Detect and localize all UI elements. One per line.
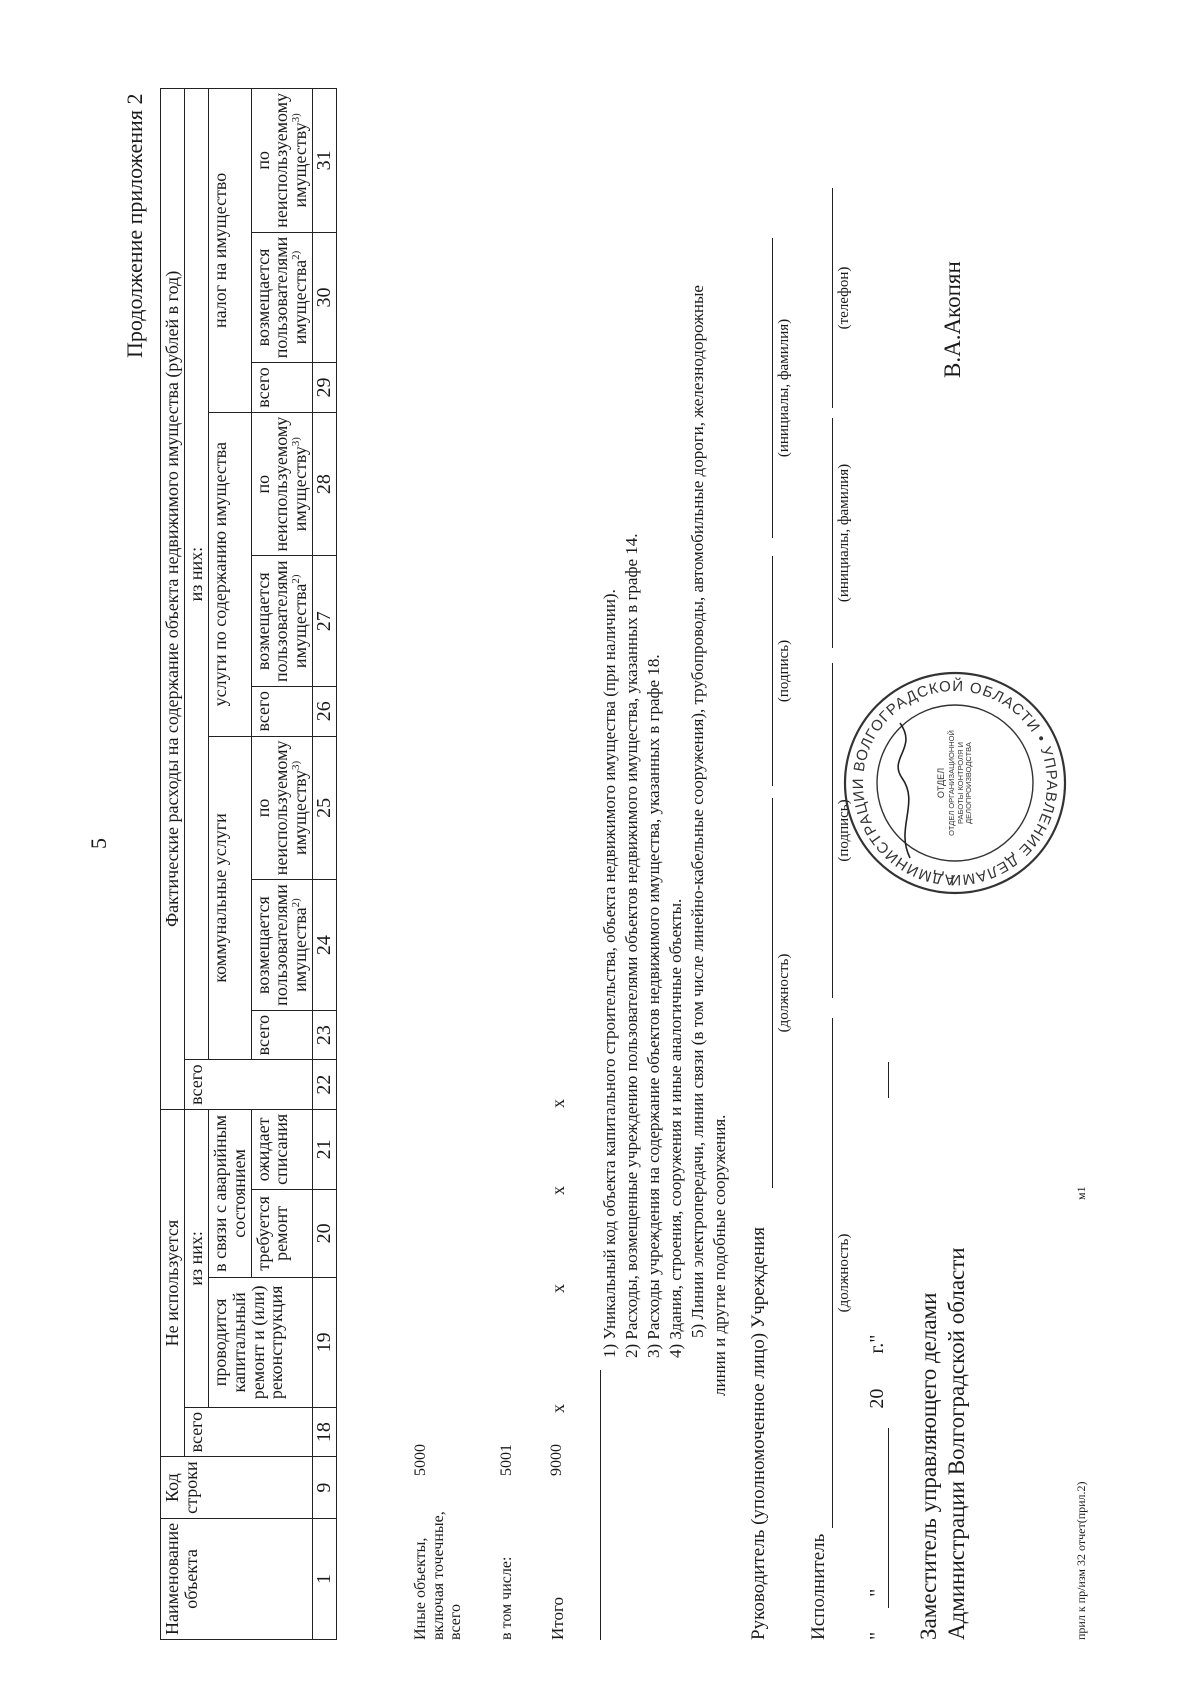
header-emergency: в связи с аварийным состоянием	[208, 1109, 251, 1277]
column-numbers-row	[313, 88, 337, 1639]
row-total-value: x	[548, 1186, 568, 1195]
header-repair: проводится капитальный ремонт и (или) реконструкция	[208, 1277, 312, 1407]
official-stamp	[840, 668, 1070, 898]
column-number: 29	[313, 363, 337, 413]
header-utilities-unused: по неиспользуемому имуществу$^{3)}$	[251, 736, 313, 880]
executor-position-line	[832, 1018, 833, 1528]
header-expenses-of-them: из них:	[184, 88, 208, 1059]
column-number: 21	[313, 1109, 337, 1189]
date-year-line	[888, 1062, 889, 1098]
header-tax-total: всего	[251, 363, 313, 413]
executor-phone-line	[832, 188, 833, 408]
stamp-inner-text: ОТДЕЛ ОРГАНИЗАЦИОННОЙ РАБОТЫ КОНТРОЛЯ И ДЕЛОПРОИЗВОДСТВА	[947, 730, 974, 836]
head-position-line	[772, 798, 773, 1188]
header-utilities: коммунальные услуги	[208, 736, 251, 1060]
footnote-3: 3) Расходы учреждения на содержание объектов недвижимого имущества, указанных в графе 18.	[644, 654, 663, 1358]
footnote-separator	[600, 1370, 601, 1640]
head-signature-caption: (подпись)	[776, 639, 792, 703]
footnote-4: 4) Здания, строения, сооружения и иные аналогичные объекты.	[666, 898, 685, 1358]
footnote-5-cont: линии и другие подобные сооружения.	[710, 1114, 729, 1396]
row-name-other-objects: Иные объекты, включая точечные, всего	[412, 1511, 465, 1640]
page-number: 5	[86, 838, 111, 849]
column-number: 25	[313, 736, 337, 880]
header-utilities-reimbursed: возмещается пользователями имущества$^{2)}$	[251, 880, 313, 1011]
column-number: 18	[313, 1407, 337, 1457]
deputy-title-line1: Заместитель управляющего делами	[916, 1292, 941, 1640]
header-object-name: Наименование объекта	[161, 1518, 313, 1639]
column-number: 19	[313, 1277, 337, 1407]
deputy-name: В.А.Акопян	[940, 261, 965, 378]
head-position-caption: (должность)	[776, 953, 792, 1033]
header-not-used-of-them: из них:	[184, 1109, 208, 1407]
row-name-including: в том числе:	[498, 1556, 515, 1640]
row-name-total: Итого	[548, 1596, 567, 1640]
footnote-2: 2) Расходы, возмещенные учреждению пользователями объектов недвижимого имущества, указанных в графе 14.	[622, 533, 641, 1358]
head-signature-line	[772, 556, 773, 786]
svg-text:ОТДЕЛ: ОТДЕЛ	[936, 767, 946, 799]
header-needs-repair: требуется ремонт	[251, 1189, 313, 1277]
head-label: Руководитель (уполномоченное лицо) Учреждения	[748, 1226, 769, 1640]
header-maintenance: услуги по содержанию имущества	[208, 412, 251, 736]
executor-initials-line	[832, 418, 833, 648]
header-awaiting: ожидает списания	[251, 1109, 313, 1189]
head-initials-line	[772, 238, 773, 538]
header-tax-reimbursed: возмещается пользователями имущества$^{2)}$	[251, 232, 313, 363]
deputy-title-line2: Администрации Волгоградской области	[944, 1247, 969, 1640]
head-initials-caption: (инициалы, фамилия)	[776, 318, 792, 458]
header-expenses-total: всего	[184, 1060, 312, 1110]
header-tax-unused: по неиспользуемому имуществу$^{3)}$	[251, 88, 313, 232]
row-total-value: x	[548, 1404, 568, 1413]
column-number: 9	[313, 1457, 337, 1518]
bottom-note: прил к пр/изм 32 отчет(прил.2)	[1074, 1481, 1088, 1640]
executor-label: Исполнитель	[808, 1533, 829, 1640]
executor-phone-caption: (телефон)	[836, 266, 852, 330]
header-maintenance-total: всего	[251, 687, 313, 737]
column-number: 1	[313, 1518, 337, 1639]
data-table	[160, 88, 337, 1640]
date-line: " " 20 г."	[866, 1334, 888, 1640]
header-tax: налог на имущество	[208, 88, 251, 412]
column-number: 31	[313, 88, 337, 232]
column-number: 30	[313, 232, 337, 363]
executor-signature-line	[832, 663, 833, 998]
continuation-title: Продолжение приложения 2	[122, 93, 147, 358]
row-total-value: x	[548, 1284, 568, 1293]
footnote-1: 1) Уникальный код объекта капитального строительства, объекта недвижимого имущества (при наличии).	[600, 589, 619, 1358]
column-number: 23	[313, 1010, 337, 1060]
executor-signature-caption: (подпись)	[836, 799, 852, 862]
bottom-note-mark: м1	[1074, 1186, 1088, 1200]
row-code-5001: 5001	[498, 1444, 515, 1476]
header-maintenance-unused: по неиспользуемому имуществу$^{3)}$	[251, 412, 313, 556]
column-number: 22	[313, 1060, 337, 1110]
executor-position-caption: (должность)	[836, 1233, 852, 1313]
row-code-9000: 9000	[548, 1444, 565, 1476]
header-maintenance-reimbursed: возмещается пользователями имущества$^{2)}$	[251, 556, 313, 687]
column-number: 28	[313, 412, 337, 556]
column-number: 27	[313, 556, 337, 687]
column-number: 26	[313, 687, 337, 737]
header-expenses: Фактические расходы на содержание объекта недвижимого имущества (рублей в год)	[161, 88, 185, 1109]
column-number: 20	[313, 1189, 337, 1277]
header-not-used-total: всего	[184, 1407, 312, 1457]
executor-initials-caption: (инициалы, фамилия)	[836, 463, 852, 603]
header-row-code: Код строки	[161, 1457, 313, 1518]
stamp-outer-text: АДМИНИСТРАЦИИ ВОЛГОГРАДСКОЙ ОБЛАСТИ • УПРАВЛЕНИЕ ДЕЛАМИ	[849, 677, 1061, 889]
header-not-used: Не используется	[161, 1109, 185, 1457]
row-total-value: x	[548, 1099, 568, 1108]
footnote-5: 5) Линии электропередачи, линии связи (в том числе линейно-кабельные сооружения), трубопроводы, автомобильные дороги, железнодорожные	[688, 285, 707, 1338]
date-day-line	[888, 1428, 889, 1608]
header-utilities-total: всего	[251, 1010, 313, 1060]
row-code-5000: 5000	[412, 1444, 429, 1476]
column-number: 24	[313, 880, 337, 1011]
